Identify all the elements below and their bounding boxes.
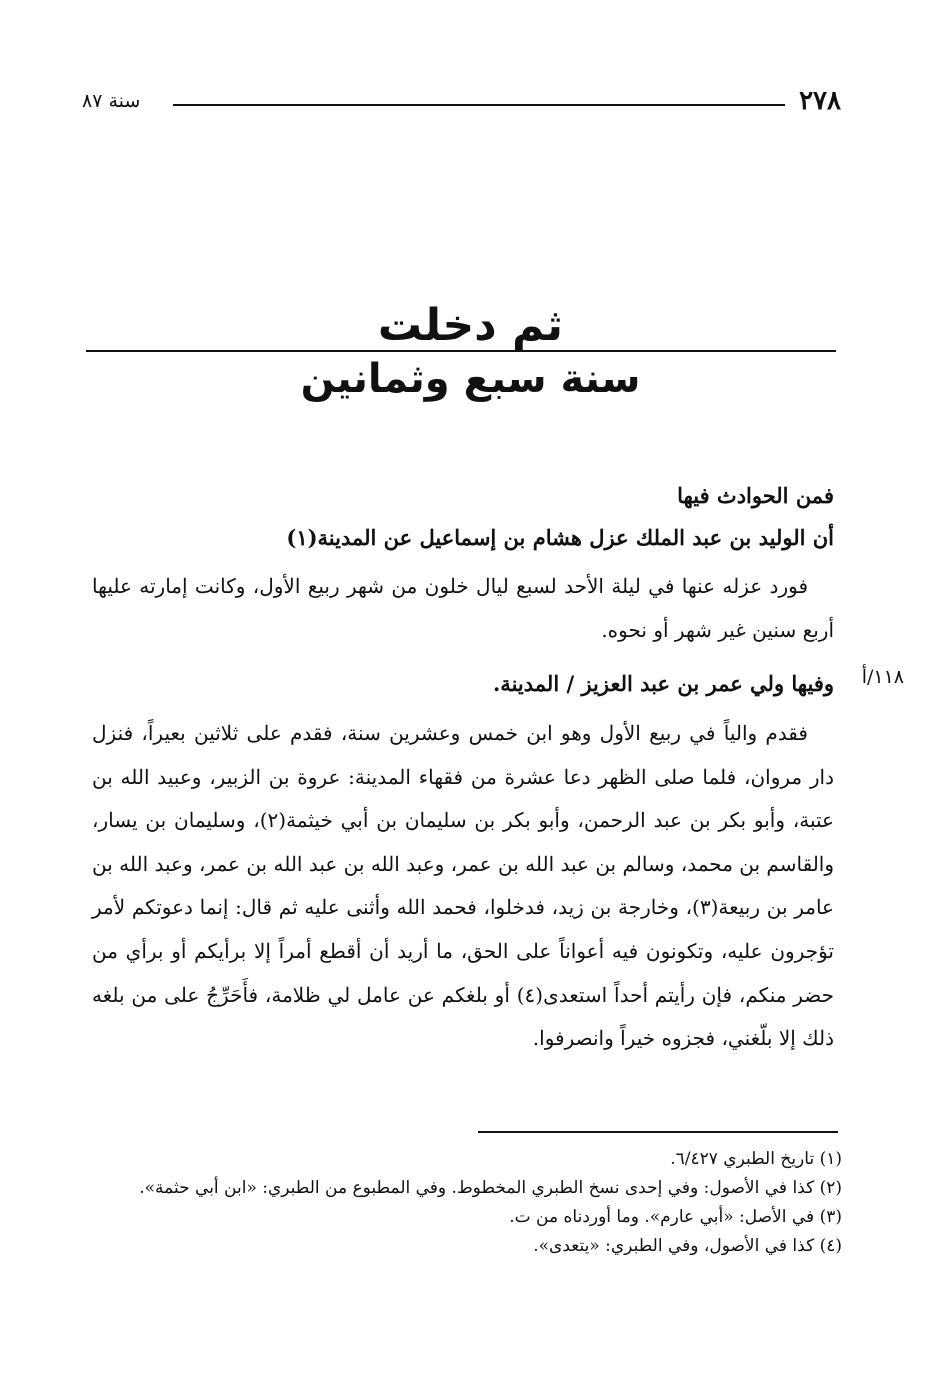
chapter-title-line1: ثم دخلت [377, 300, 564, 351]
footnote: (٣) في الأصل: «أبي عارم». وما أوردناه من ت. [509, 1207, 842, 1227]
chapter-title-line2: سنة سبع وثمانين [300, 356, 641, 402]
paragraph-text: فورد عزله عنها في ليلة الأحد لسبع ليال خلون من شهر ربيع الأول، وكانت إمارته عليها أربع سنين غير شهر أو نحوه. [92, 574, 834, 642]
event-heading: أن الوليد بن عبد الملك عزل هشام بن إسماعيل عن المدينة(١) [286, 525, 834, 550]
manuscript-folio-ref: ١١٨/أ [861, 666, 904, 688]
title-divider [86, 350, 836, 352]
footnote: (٢) كذا في الأصول: وفي إحدى نسخ الطبري المخطوط. وفي المطبوع من الطبري: «ابن أبي حثمة». [139, 1178, 842, 1198]
section-heading: فمن الحوادث فيها [677, 483, 834, 508]
paragraph [92, 712, 834, 1061]
footnote: (١) تاريخ الطبري ٦/٤٢٧. [670, 1149, 842, 1169]
footnote-divider [478, 1131, 838, 1133]
paragraph-text: فقدم والياً في ربيع الأول وهو ابن خمس وعشرين سنة، فقدم على ثلاثين بعيراً، فنزل دار مروان، فلما صلى الظهر دعا عشرة من فقهاء المدينة: عروة بن الزبير، وعبيد الله بن عتبة، وأبو بكر بن عبد الرحمن، وأبو بكر بن سليمان بن أبي خيثمة(٢)، وسليمان بن يسار، والقاسم بن محمد، وسالم بن عبد الله بن عمر، وعبد الله بن عبد الله بن عمر، وعبد الله بن عامر بن ربيعة(٣)، وخارجة بن زيد، فدخلوا، فحمد الله وأثنى عليه ثم قال: إنما دعوتكم لأمر تؤجرون عليه، وتكونون فيه أعواناً على الحق، ما أريد أن أقطع أمراً إلا برأيكم أو برأي من حضر منكم، فإن رأيتم أحداً استعدى(٤) أو بلغكم عن عامل لي ظلامة، فأَحَرِّجُ على من بلغه ذلك إلا بلّغني، فجزوه خيراً وانصرفوا. [92, 721, 834, 1051]
event-heading: وفيها ولي عمر بن عبد العزيز / المدينة. [493, 671, 834, 696]
header-rule [173, 104, 785, 106]
footnotes [92, 1145, 842, 1261]
running-header-year: سنة ٨٧ [82, 90, 141, 112]
paragraph [92, 564, 834, 652]
footnote: (٤) كذا في الأصول، وفي الطبري: «يتعدى». [533, 1236, 842, 1256]
page-number: ٢٧٨ [799, 86, 841, 116]
